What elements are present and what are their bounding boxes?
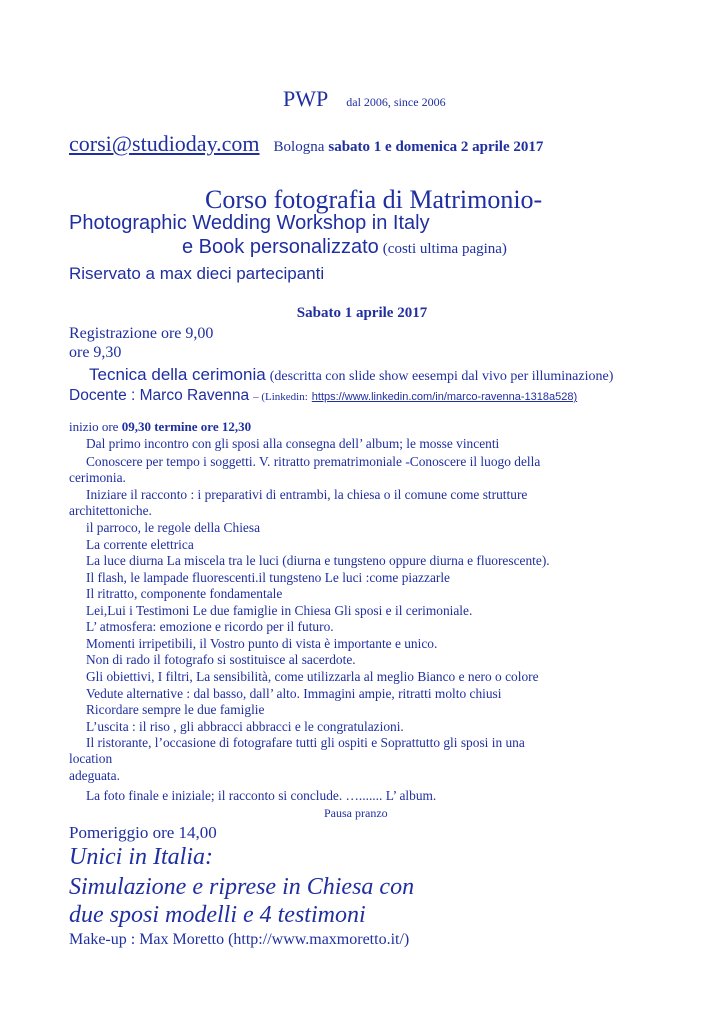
program-item: Ricordare sempre le due famiglie <box>86 702 265 717</box>
program-item: adeguata. <box>69 768 120 783</box>
brand-line <box>283 86 446 112</box>
program-item: Momenti irripetibili, il Vostro punto di vista è importante e unico. <box>86 636 438 651</box>
teacher-name: Docente : Marco Ravenna <box>69 387 250 404</box>
topic-title: Tecnica della cerimonia <box>89 365 266 384</box>
makeup-credit: Make-up : Max Moretto (http://www.maxmoretto.it/) <box>69 931 410 948</box>
program-item: Il ristorante, l’occasione di fotografare tutti gli ospiti e Soprattutto gli sposi in una <box>86 735 525 750</box>
linkedin-link[interactable]: https://www.linkedin.com/in/marco-ravenna-1318a528) <box>311 391 578 403</box>
program-item: Non di rado il fotografo si sostituisce al sacerdote. <box>86 652 356 667</box>
afternoon-headline-3: due sposi modelli e 4 testimoni <box>69 902 366 928</box>
afternoon-headline-1: Unici in Italia: <box>69 844 213 870</box>
program-item: architettoniche. <box>69 503 152 518</box>
course-title-en: Photographic Wedding Workshop in Italy <box>69 212 430 234</box>
program-item: Conoscere per tempo i soggetti. V. ritratto prematrimoniale -Conoscere il luogo della <box>86 454 541 469</box>
start-time: ore 9,30 <box>69 344 122 361</box>
program-item: La foto finale e iniziale; il racconto si conclude. …....... L’ album. <box>86 788 437 803</box>
teacher-line <box>69 387 577 405</box>
program-item: Lei,Lui i Testimoni Le due famiglie in Chiesa Gli sposi e il cerimoniale. <box>86 603 473 618</box>
program-item: Gli obiettivi, I filtri, La sensibilità, come utilizzarla al meglio Bianco e nero o colore <box>86 669 539 684</box>
program-item: location <box>69 751 113 766</box>
linkedin-prefix: – (Linkedin: <box>253 391 308 403</box>
afternoon-headline-2: Simulazione e riprese in Chiesa con <box>69 874 415 900</box>
course-title-it: Corso fotografia di Matrimonio- <box>205 185 543 214</box>
participants-limit: Riservato a max dieci partecipanti <box>69 264 325 283</box>
ebook-note: (costi ultima pagina) <box>382 241 507 257</box>
topic-line <box>89 365 613 385</box>
schedule-line <box>69 419 251 435</box>
brand-name: PWP <box>283 86 329 111</box>
program-item: La corrente elettrica <box>86 537 194 552</box>
ebook-line <box>182 236 507 259</box>
program-item: Iniziare il racconto : i preparativi di entrambi, la chiesa o il comune come strutture <box>86 487 528 502</box>
program-item: L’uscita : il riso , gli abbracci abbracci e le congratulazioni. <box>86 719 404 734</box>
program-item: cerimonia. <box>69 470 126 485</box>
schedule-prefix: inizio ore <box>69 419 119 434</box>
program-item: Dal primo incontro con gli sposi alla consegna dell’ album; le mosse vincenti <box>86 436 500 451</box>
program-item: il parroco, le regole della Chiesa <box>86 520 261 535</box>
day1-heading: Sabato 1 aprile 2017 <box>296 305 428 321</box>
ebook-title: e Book personalizzato <box>182 236 379 258</box>
program-item: Vedute alternative : dal basso, dall’ alto. Immagini ampie, ritratti molto chiusi <box>86 686 502 701</box>
topic-note: (descritta con slide show eesempi dal vivo per illuminazione) <box>269 369 614 384</box>
event-dates: sabato 1 e domenica 2 aprile 2017 <box>328 139 544 155</box>
schedule-times: 09,30 termine ore 12,30 <box>121 419 252 434</box>
lunch-break: Pausa pranzo <box>324 806 388 820</box>
email-link[interactable]: corsi@studioday.com <box>69 131 260 156</box>
city-label: Bologna <box>273 139 325 155</box>
afternoon-time: Pomeriggio ore 14,00 <box>69 823 217 842</box>
since-note: dal 2006, since 2006 <box>346 95 446 109</box>
registration-time: Registrazione ore 9,00 <box>69 325 214 342</box>
contact-line <box>69 131 543 157</box>
program-item: La luce diurna La miscela tra le luci (diurna e tungsteno oppure diurna e fluorescente). <box>86 553 550 568</box>
program-item: L’ atmosfera: emozione e ricordo per il futuro. <box>86 619 334 634</box>
program-item: Il ritratto, componente fondamentale <box>86 586 283 601</box>
program-item: Il flash, le lampade fluorescenti.il tungsteno Le luci :come piazzarle <box>86 570 451 585</box>
